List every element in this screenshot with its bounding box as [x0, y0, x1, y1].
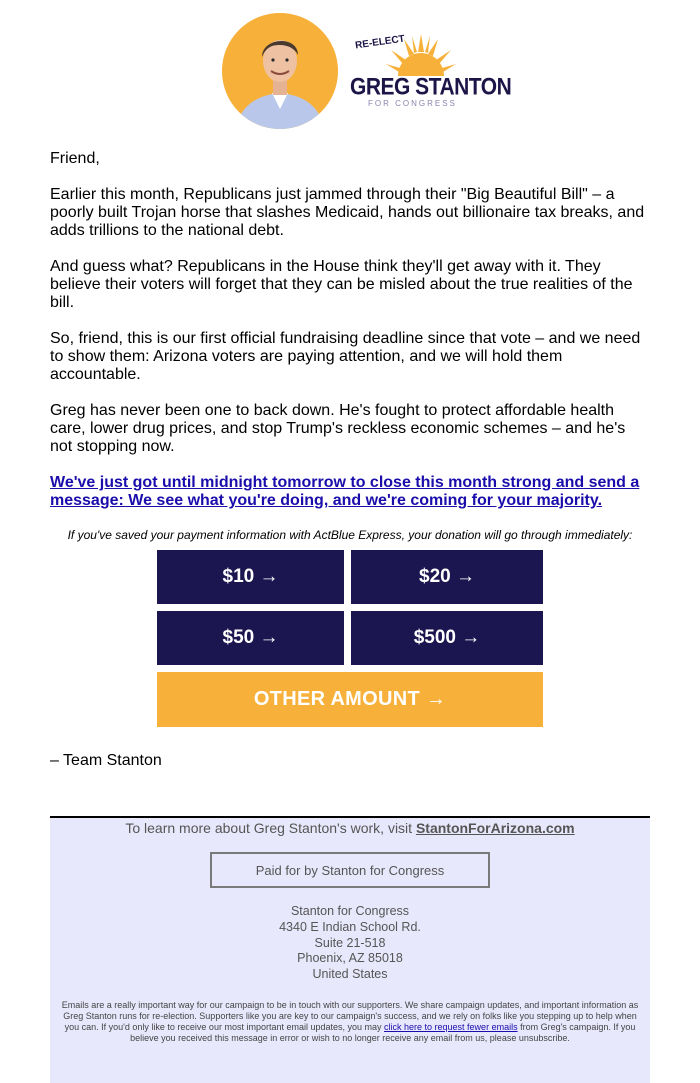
logo-name-text: GREG STANTON: [350, 74, 512, 101]
donate-other-amount-button[interactable]: OTHER AMOUNT →: [157, 672, 543, 727]
deadline-cta-link[interactable]: We've just got until midnight tomorrow to close this month strong and send a message: We see what you're doing, and we're coming for your majority.: [50, 474, 640, 509]
letter-paragraph-1: Earlier this month, Republicans just jammed through their "Big Beautiful Bill" – a poorly built Trojan horse that slashes Medicaid, hands out billionaire tax breaks, and adds trillions to the national debt.: [50, 186, 645, 239]
donate-500-button[interactable]: $500 →: [351, 611, 543, 665]
logo-subtitle-text: FOR CONGRESS: [368, 99, 457, 108]
address-line-5: United States: [312, 967, 388, 982]
disclaimer-text-2: from Greg's campaign. If you believe you received this message in error or wish to no longer receive any email from us, please unsubscribe.: [130, 1022, 636, 1043]
donate-10-button[interactable]: $10 →: [157, 550, 344, 604]
donate-50-button[interactable]: $50 →: [157, 611, 344, 665]
address-line-2: 4340 E Indian School Rd.: [279, 919, 421, 934]
address-line-3: Suite 21-518: [314, 935, 386, 950]
email-disclaimer: [58, 1000, 642, 1044]
letter-paragraph-2: And guess what? Republicans in the House think they'll get away with it. They believe their voters will forget that they can be misled about the true realities of the bill.: [50, 258, 633, 311]
address-line-1: Stanton for Congress: [290, 904, 410, 918]
email-footer: [50, 816, 650, 1083]
greeting: Friend,: [50, 150, 100, 167]
letter-paragraph-4: Greg has never been one to back down. He's fought to protect affordable health care, lower drug prices, and stop Trump's reckless economic schemes – and he's not stopping now.: [50, 402, 626, 455]
paid-for-box: Paid for by Stanton for Congress: [210, 852, 490, 888]
email-header: [0, 0, 700, 140]
candidate-photo: [222, 13, 338, 129]
footer-learn-more: [50, 820, 650, 836]
logo-reelect-text: RE-ELECT: [354, 33, 406, 52]
signoff: – Team Stanton: [50, 752, 162, 769]
mailing-address: [50, 904, 650, 983]
footer-learn-text: To learn more about Greg Stanton's work, visit: [125, 820, 416, 836]
fewer-emails-link[interactable]: click here to request fewer emails: [384, 1022, 518, 1032]
address-line-4: Phoenix, AZ 85018: [297, 951, 403, 966]
stanton-website-link[interactable]: StantonForArizona.com: [415, 820, 575, 836]
letter-paragraph-3: So, friend, this is our first official fundraising deadline since that vote – and we need to show them: Arizona voters are paying attention, and we will hold them accountable.: [50, 330, 641, 383]
campaign-logo: [348, 30, 512, 115]
disclaimer-text-1: Emails are a really important way for our campaign to be in touch with our supporters. We share campaign updates, and important information as Greg Stanton runs for re-election. Supporters like you are key to our campaign's success, and we rely on folks like you stepping up to help when you can. If you'd only like to receive our most important email updates, you may: [61, 1000, 639, 1032]
letter-body: [50, 150, 650, 528]
actblue-express-note: If you've saved your payment information with ActBlue Express, your donation will go through immediately:: [67, 528, 633, 542]
donate-20-button[interactable]: $20 →: [351, 550, 543, 604]
